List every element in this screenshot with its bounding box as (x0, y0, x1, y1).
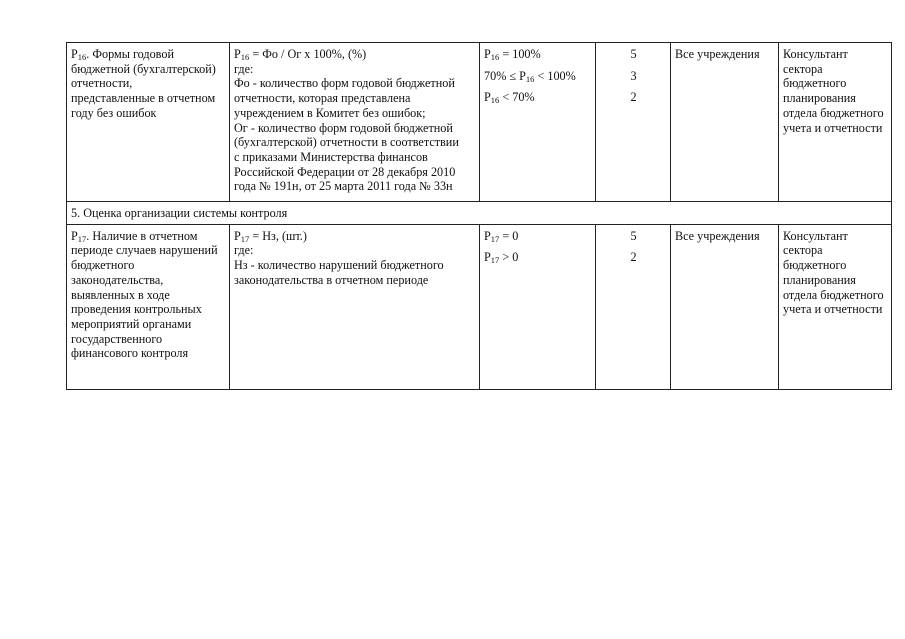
formula-text-line: где: (234, 243, 254, 258)
formula-text-line: Российской Федерации от 28 декабря 2010 (234, 164, 456, 179)
responsible-line: учета и отчетности (783, 120, 883, 135)
responsible-line: сектора (783, 243, 823, 258)
responsible-line: учета и отчетности (783, 302, 883, 317)
indicators-table (66, 42, 892, 390)
indicator-text-line: бюджетного (71, 258, 135, 273)
score-value: 5 (630, 47, 637, 61)
indicator-title-line: $Р_{17}$. Наличие в отчетном (71, 228, 198, 244)
responsible-line: Консультант (783, 47, 848, 61)
formula-line: $Р_{16}$ = Фо / Ог х 100%, (%) (234, 47, 367, 62)
indicator-text-line: законодательства, (71, 272, 164, 287)
criterion: $Р_{16} = 100\%$ (484, 47, 541, 62)
indicator-text-line: проведения контрольных (71, 302, 202, 317)
responsible-line: бюджетного (783, 258, 847, 273)
indicator-cell (67, 43, 230, 202)
score-cell (596, 224, 671, 389)
responsible-line: планирования (783, 272, 856, 287)
formula-cell (230, 43, 480, 202)
responsible-line: отдела бюджетного (783, 105, 884, 120)
responsible-cell (779, 224, 892, 389)
criterion: $70\% \le Р_{16} < 100\%$ (484, 68, 576, 84)
formula-text-line: законодательства в отчетном периоде (234, 272, 429, 287)
score-value: 3 (630, 68, 637, 83)
formula-text-line: (бухгалтерской) отчетности в соответствии (234, 135, 459, 150)
scope-text: Все учреждения (675, 228, 760, 243)
formula-text-line: отчетности, которая представлена (234, 91, 411, 106)
indicator-text-line: отчетности, (71, 76, 133, 91)
indicator-text-line: бюджетной (бухгалтерской) (71, 61, 216, 76)
responsible-line: отдела бюджетного (783, 287, 884, 302)
scope-cell (671, 224, 779, 389)
formula-text-line: где: (234, 61, 254, 76)
formula-text-line: Ог - количество форм годовой бюджетной (234, 120, 453, 135)
responsible-line: бюджетного (783, 76, 847, 91)
table-row (67, 224, 892, 389)
formula-text-line: года № 191н, от 25 марта 2011 года № 33н (234, 179, 453, 194)
score-value: 2 (630, 90, 637, 105)
criteria-cell (480, 224, 596, 389)
responsible-line: планирования (783, 91, 856, 106)
formula-cell (230, 224, 480, 389)
indicator-text-line: году без ошибок (71, 105, 157, 120)
formula-text-line: Фо - количество форм годовой бюджетной (234, 76, 455, 91)
table-row (67, 43, 892, 202)
section-row (67, 202, 892, 225)
responsible-cell (779, 43, 892, 202)
formula-text-line: с приказами Министерства финансов (234, 149, 428, 164)
indicator-text-line: представленные в отчетном (71, 91, 216, 106)
score-value: 5 (630, 228, 637, 243)
section-title: 5. Оценка организации системы контроля (67, 202, 892, 225)
responsible-line: Консультант (783, 228, 848, 243)
scope-cell (671, 43, 779, 202)
criterion: $Р_{17} > 0$ (484, 250, 519, 266)
indicator-text-line: мероприятий органами (71, 316, 192, 331)
indicator-text-line: периоде случаев нарушений (71, 243, 218, 258)
criterion: $Р_{17} = 0$ (484, 228, 519, 244)
criteria-cell (480, 43, 596, 202)
scope-text: Все учреждения (675, 47, 760, 61)
score-cell (596, 43, 671, 202)
indicator-cell (67, 224, 230, 389)
indicator-text-line: финансового контроля (71, 346, 189, 361)
indicator-text-line: выявленных в ходе (71, 287, 170, 302)
indicator-text-line: государственного (71, 331, 163, 346)
indicator-title-line: $Р_{16}$. Формы годовой (71, 47, 174, 62)
responsible-line: сектора (783, 61, 823, 76)
formula-text-line: учреждением в Комитет без ошибок; (234, 105, 426, 120)
criterion: $Р_{16} < 70\%$ (484, 90, 535, 106)
formula-line: $Р_{17}$ = Нз, (шт.) (234, 228, 307, 244)
score-value: 2 (630, 250, 637, 265)
formula-text-line: Нз - количество нарушений бюджетного (234, 258, 444, 273)
